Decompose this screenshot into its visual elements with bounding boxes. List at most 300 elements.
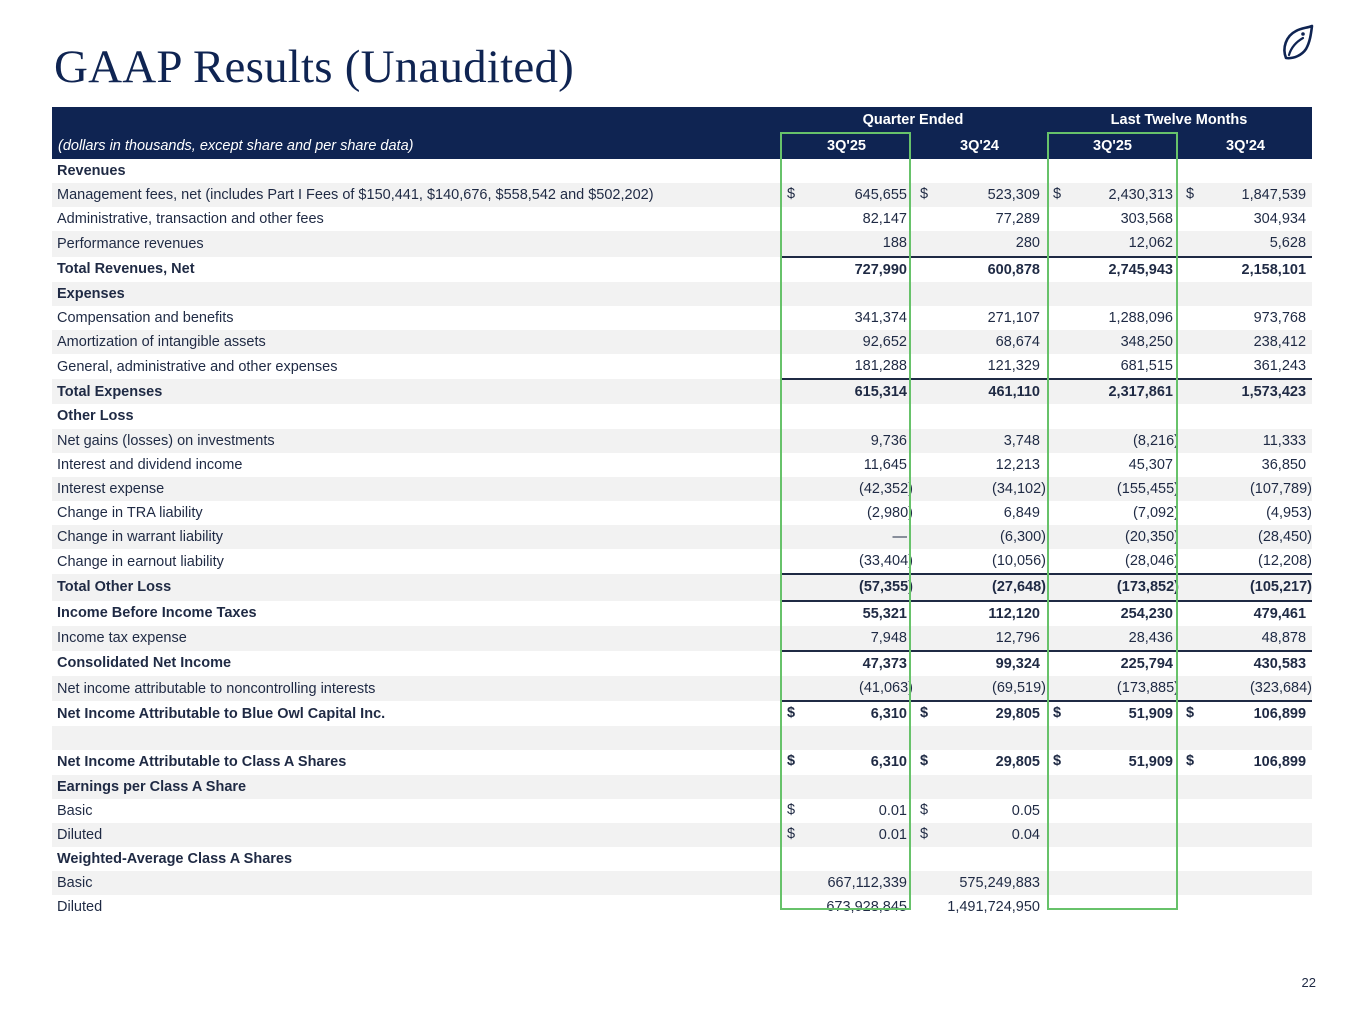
- column-header: 3Q'25: [1046, 133, 1179, 159]
- value-cell: [913, 549, 1046, 574]
- table-row: [52, 750, 1312, 774]
- value-cell: [913, 847, 1046, 871]
- row-label: Interest and dividend income: [57, 456, 243, 473]
- value-cell: [1179, 379, 1312, 404]
- value-text: 1,847,539: [1241, 187, 1307, 204]
- value-cell: [1179, 207, 1312, 231]
- value-text: 304,934: [1253, 211, 1307, 228]
- value-text: 2,317,861: [1108, 384, 1173, 401]
- table-row: [52, 601, 1312, 626]
- value-text: 11,333: [1262, 432, 1307, 449]
- value-cell: [1179, 676, 1312, 701]
- value-cell: [780, 379, 913, 404]
- value-text: (12,208): [1258, 553, 1313, 570]
- row-label: Weighted-Average Class A Shares: [57, 851, 293, 867]
- value-text: (20,350): [1124, 529, 1179, 546]
- table-row: [52, 574, 1312, 600]
- value-cell: [780, 501, 913, 525]
- value-cell: [780, 159, 913, 183]
- value-text: (57,355): [858, 579, 913, 596]
- value-text: (2,980): [867, 505, 913, 522]
- value-cell: [913, 429, 1046, 453]
- value-cell: [1046, 895, 1179, 919]
- value-cell: [1179, 601, 1312, 626]
- value-text: 225,794: [1120, 655, 1173, 672]
- table-row: [52, 871, 1312, 895]
- value-text: 55,321: [862, 605, 907, 622]
- value-cell: [1046, 847, 1179, 871]
- table-row: [52, 477, 1312, 501]
- value-text: 82,147: [862, 211, 907, 228]
- value-cell: [1046, 626, 1179, 651]
- value-text: 47,373: [862, 655, 907, 672]
- currency-symbol: $: [787, 825, 796, 842]
- currency-symbol: $: [787, 753, 796, 770]
- gaap-results-table: [52, 107, 1312, 919]
- currency-symbol: $: [1053, 705, 1062, 722]
- value-cell: [913, 404, 1046, 428]
- value-text: 348,250: [1120, 334, 1173, 351]
- value-text: (69,519): [991, 680, 1046, 697]
- value-cell: [780, 354, 913, 379]
- table-row: [52, 183, 1312, 207]
- value-cell: [780, 257, 913, 282]
- value-cell: [913, 231, 1046, 256]
- currency-symbol: $: [920, 753, 929, 770]
- value-text: (34,102): [991, 480, 1046, 497]
- value-cell: [913, 159, 1046, 183]
- value-cell: [913, 330, 1046, 354]
- table-row: [52, 354, 1312, 379]
- value-cell: [1179, 282, 1312, 306]
- value-text: 11,645: [863, 456, 907, 473]
- value-cell: [1046, 453, 1179, 477]
- value-cell: [1046, 871, 1179, 895]
- value-cell: [1046, 799, 1179, 823]
- value-text: (10,056): [991, 553, 1046, 570]
- value-text: 6,310: [870, 754, 907, 771]
- value-cell: [913, 477, 1046, 501]
- value-cell: [1046, 775, 1179, 799]
- value-text: 3,748: [1003, 432, 1040, 449]
- value-cell: [913, 651, 1046, 676]
- value-text: 523,309: [987, 187, 1040, 204]
- value-text: (28,450): [1258, 529, 1313, 546]
- value-text: 77,289: [995, 211, 1040, 228]
- value-cell: [1179, 330, 1312, 354]
- value-cell: [780, 626, 913, 651]
- value-text: 271,107: [987, 309, 1040, 326]
- value-text: (7,092): [1133, 505, 1179, 522]
- value-cell: [1046, 231, 1179, 256]
- value-text: (8,216): [1133, 432, 1179, 449]
- table-row: [52, 429, 1312, 453]
- row-label: Management fees, net (includes Part I Fees of $150,441, $140,676, $558,542 and $502,202): [52, 183, 780, 207]
- value-text: 461,110: [988, 384, 1040, 401]
- value-cell: [913, 501, 1046, 525]
- value-text: 29,805: [995, 754, 1040, 771]
- value-text: 615,314: [854, 384, 907, 401]
- value-text: 99,324: [995, 655, 1040, 672]
- row-label: Net income attributable to noncontrolling interests: [52, 676, 780, 701]
- column-header: 3Q'24: [1179, 133, 1312, 159]
- table-row: [52, 207, 1312, 231]
- value-cell: [780, 651, 913, 676]
- header-blank: [52, 107, 780, 133]
- value-cell: [1179, 626, 1312, 651]
- table-row: [52, 159, 1312, 183]
- value-cell: [1179, 574, 1312, 600]
- value-text: (107,789): [1249, 480, 1313, 497]
- value-cell: [1179, 871, 1312, 895]
- value-text: 12,796: [995, 629, 1040, 646]
- value-cell: [780, 823, 913, 847]
- value-text: 645,655: [854, 187, 907, 204]
- value-cell: [913, 601, 1046, 626]
- value-cell: [913, 726, 1046, 750]
- value-text: 667,112,339: [827, 875, 907, 892]
- value-cell: [1046, 823, 1179, 847]
- value-cell: [1179, 525, 1312, 549]
- row-label: Administrative, transaction and other fees: [57, 211, 324, 228]
- value-cell: [1179, 895, 1312, 919]
- row-label: Diluted: [57, 899, 103, 916]
- value-cell: [913, 379, 1046, 404]
- value-cell: [1046, 651, 1179, 676]
- value-cell: [1046, 501, 1179, 525]
- row-label: Net Income Attributable to Class A Shares: [57, 754, 347, 771]
- value-text: 361,243: [1253, 358, 1307, 375]
- value-text: 5,628: [1269, 235, 1307, 252]
- currency-symbol: $: [1053, 186, 1062, 203]
- table-row: [52, 549, 1312, 574]
- row-label: Total Other Loss: [52, 574, 780, 600]
- value-cell: [780, 525, 913, 549]
- value-text: 2,745,943: [1108, 261, 1173, 278]
- value-cell: [913, 354, 1046, 379]
- value-text: (4,953): [1266, 505, 1313, 522]
- value-text: 28,436: [1128, 629, 1173, 646]
- value-text: 0.01: [878, 802, 907, 819]
- value-text: 12,062: [1128, 235, 1173, 252]
- value-cell: [1179, 429, 1312, 453]
- value-text: 681,515: [1120, 358, 1173, 375]
- value-text: 430,583: [1253, 655, 1307, 672]
- value-cell: [1179, 404, 1312, 428]
- value-text: 36,850: [1261, 456, 1307, 473]
- value-text: 973,768: [1253, 309, 1307, 326]
- page-number: 22: [1301, 975, 1316, 990]
- value-text: 575,249,883: [959, 875, 1040, 892]
- value-cell: [780, 676, 913, 701]
- value-cell: [1179, 823, 1312, 847]
- value-text: (323,684): [1249, 680, 1313, 697]
- table-row: [52, 823, 1312, 847]
- value-cell: [1179, 750, 1312, 774]
- value-cell: [1046, 429, 1179, 453]
- value-cell: [913, 676, 1046, 701]
- value-cell: [1046, 525, 1179, 549]
- value-text: 0.04: [1011, 826, 1040, 843]
- row-label: Net Income Attributable to Blue Owl Capital Inc.: [57, 705, 386, 722]
- value-cell: [1046, 676, 1179, 701]
- table-row: [52, 231, 1312, 256]
- value-cell: [1046, 379, 1179, 404]
- value-cell: [1179, 701, 1312, 726]
- value-cell: [780, 404, 913, 428]
- table-row: [52, 847, 1312, 871]
- value-cell: [1046, 207, 1179, 231]
- table-row: [52, 282, 1312, 306]
- value-cell: [1179, 847, 1312, 871]
- column-header: 3Q'24: [913, 133, 1046, 159]
- value-cell: [780, 775, 913, 799]
- value-cell: [1046, 183, 1179, 207]
- value-cell: [1046, 282, 1179, 306]
- table-row: [52, 676, 1312, 701]
- value-text: 2,430,313: [1108, 187, 1173, 204]
- row-label: Income Before Income Taxes: [57, 605, 257, 622]
- value-cell: [1046, 477, 1179, 501]
- value-text: 92,652: [862, 334, 907, 351]
- row-label: Other Loss: [57, 408, 134, 425]
- owl-logo-icon: [1276, 22, 1318, 64]
- value-cell: [1046, 306, 1179, 330]
- value-cell: [780, 574, 913, 600]
- value-cell: [780, 750, 913, 774]
- value-text: 48,878: [1261, 629, 1307, 646]
- value-text: 6,849: [1003, 505, 1040, 522]
- value-cell: [780, 306, 913, 330]
- row-label: Income tax expense: [52, 626, 780, 651]
- value-cell: [913, 183, 1046, 207]
- value-text: 68,674: [995, 334, 1040, 351]
- row-label: Revenues: [57, 163, 126, 180]
- value-text: (105,217): [1249, 579, 1313, 596]
- value-text: 341,374: [854, 309, 907, 326]
- table-row: [52, 306, 1312, 330]
- value-cell: [780, 453, 913, 477]
- currency-symbol: $: [920, 801, 929, 818]
- value-cell: [913, 823, 1046, 847]
- value-cell: [1179, 159, 1312, 183]
- value-cell: [780, 726, 913, 750]
- table-row: [52, 379, 1312, 404]
- value-text: 45,307: [1128, 456, 1173, 473]
- value-cell: [913, 453, 1046, 477]
- currency-symbol: $: [787, 186, 796, 203]
- value-text: 479,461: [1253, 605, 1307, 622]
- value-text: (41,063): [858, 680, 913, 697]
- row-label: Total Expenses: [52, 379, 780, 404]
- value-cell: [1179, 799, 1312, 823]
- value-text: 51,909: [1128, 706, 1173, 723]
- value-text: (27,648): [991, 579, 1046, 596]
- row-label: Total Revenues, Net: [57, 261, 195, 278]
- row-label: Earnings per Class A Share: [52, 775, 780, 799]
- table-row: [52, 453, 1312, 477]
- table-row: [52, 501, 1312, 525]
- table-row: [52, 799, 1312, 823]
- row-label: [52, 726, 780, 750]
- value-cell: [1046, 601, 1179, 626]
- value-cell: [780, 477, 913, 501]
- value-text: 181,288: [854, 358, 907, 375]
- value-text: 1,573,423: [1241, 384, 1307, 401]
- table-row: [52, 626, 1312, 651]
- table-row: [52, 895, 1312, 919]
- value-text: (6,300): [1000, 529, 1046, 546]
- value-cell: [1179, 306, 1312, 330]
- value-cell: [913, 871, 1046, 895]
- value-cell: [913, 257, 1046, 282]
- value-cell: [1046, 257, 1179, 282]
- value-cell: [1046, 404, 1179, 428]
- value-text: (42,352): [858, 480, 913, 497]
- value-cell: [1179, 354, 1312, 379]
- value-cell: [913, 207, 1046, 231]
- table-row: [52, 726, 1312, 750]
- table-subtitle: (dollars in thousands, except share and per share data): [52, 133, 780, 159]
- currency-symbol: $: [1186, 705, 1195, 722]
- value-cell: [913, 282, 1046, 306]
- currency-symbol: $: [1186, 753, 1195, 770]
- value-cell: [1179, 477, 1312, 501]
- table-row: [52, 775, 1312, 799]
- value-cell: [1046, 549, 1179, 574]
- value-cell: [1046, 354, 1179, 379]
- value-cell: [913, 895, 1046, 919]
- value-cell: [1046, 701, 1179, 726]
- value-cell: [1179, 775, 1312, 799]
- value-cell: [780, 871, 913, 895]
- currency-symbol: $: [920, 825, 929, 842]
- value-cell: [780, 207, 913, 231]
- currency-symbol: $: [1053, 753, 1062, 770]
- value-cell: [780, 429, 913, 453]
- value-text: 7,948: [870, 629, 907, 646]
- value-text: 600,878: [987, 261, 1040, 278]
- value-text: —: [892, 529, 907, 546]
- value-cell: [1179, 257, 1312, 282]
- value-text: 6,310: [870, 706, 907, 723]
- row-label: Amortization of intangible assets: [52, 330, 780, 354]
- value-text: (155,455): [1116, 480, 1179, 497]
- value-text: 121,329: [987, 358, 1040, 375]
- value-cell: [1179, 183, 1312, 207]
- value-text: 673,928,845: [826, 899, 907, 916]
- header-quarter-ended: Quarter Ended: [780, 107, 1046, 133]
- value-text: 280: [1015, 235, 1040, 252]
- value-text: 254,230: [1120, 605, 1173, 622]
- value-cell: [1179, 651, 1312, 676]
- value-cell: [913, 626, 1046, 651]
- row-label: Consolidated Net Income: [57, 655, 232, 672]
- value-text: 0.01: [878, 826, 907, 843]
- value-cell: [780, 601, 913, 626]
- row-label: Basic: [52, 871, 780, 895]
- value-text: 9,736: [870, 432, 907, 449]
- header-last-twelve-months: Last Twelve Months: [1046, 107, 1312, 133]
- value-text: 303,568: [1120, 211, 1173, 228]
- table-row: [52, 404, 1312, 428]
- value-cell: [913, 799, 1046, 823]
- row-label: Change in earnout liability: [57, 553, 224, 570]
- table-row: [52, 651, 1312, 676]
- value-text: 51,909: [1128, 754, 1173, 771]
- value-text: 2,158,101: [1241, 261, 1307, 278]
- header-group-row: [52, 107, 1312, 133]
- row-label: Interest expense: [52, 477, 780, 501]
- value-text: 0.05: [1011, 802, 1040, 819]
- currency-symbol: $: [787, 801, 796, 818]
- value-text: 112,120: [988, 605, 1040, 622]
- value-text: (28,046): [1124, 553, 1179, 570]
- row-label: Change in warrant liability: [52, 525, 780, 549]
- value-cell: [780, 847, 913, 871]
- value-cell: [913, 306, 1046, 330]
- currency-symbol: $: [1186, 186, 1195, 203]
- value-text: 1,288,096: [1108, 309, 1173, 326]
- row-label: Compensation and benefits: [57, 309, 234, 326]
- value-cell: [1046, 726, 1179, 750]
- value-cell: [1046, 750, 1179, 774]
- table-row: [52, 330, 1312, 354]
- table-row: [52, 701, 1312, 726]
- value-text: 188: [882, 235, 907, 252]
- row-label: Performance revenues: [52, 231, 780, 256]
- value-cell: [1046, 159, 1179, 183]
- row-label: Net gains (losses) on investments: [52, 429, 780, 453]
- value-text: (173,885): [1116, 680, 1179, 697]
- row-label: Change in TRA liability: [57, 505, 203, 522]
- value-text: 106,899: [1253, 754, 1307, 771]
- value-cell: [780, 183, 913, 207]
- row-label: Diluted: [52, 823, 780, 847]
- value-cell: [1046, 330, 1179, 354]
- value-cell: [1179, 549, 1312, 574]
- value-text: 727,990: [854, 261, 907, 278]
- header-period-row: [52, 133, 1312, 159]
- page-title: GAAP Results (Unaudited): [54, 41, 575, 93]
- value-cell: [780, 799, 913, 823]
- value-cell: [913, 701, 1046, 726]
- value-cell: [780, 701, 913, 726]
- value-text: 106,899: [1253, 706, 1307, 723]
- column-header: 3Q'25: [780, 133, 913, 159]
- row-label: Expenses: [52, 282, 780, 306]
- table-row: [52, 257, 1312, 282]
- row-label: General, administrative and other expenses: [57, 358, 338, 375]
- value-cell: [1046, 574, 1179, 600]
- currency-symbol: $: [920, 186, 929, 203]
- value-cell: [780, 231, 913, 256]
- value-cell: [1179, 231, 1312, 256]
- value-cell: [1179, 453, 1312, 477]
- value-text: 29,805: [995, 706, 1040, 723]
- value-text: (173,852): [1116, 579, 1179, 596]
- value-text: (33,404): [858, 553, 913, 570]
- value-cell: [913, 750, 1046, 774]
- value-cell: [913, 775, 1046, 799]
- value-cell: [1179, 501, 1312, 525]
- value-cell: [1179, 726, 1312, 750]
- value-cell: [780, 282, 913, 306]
- value-cell: [913, 525, 1046, 549]
- value-text: 238,412: [1253, 334, 1307, 351]
- table-row: [52, 525, 1312, 549]
- value-text: 1,491,724,950: [947, 899, 1040, 916]
